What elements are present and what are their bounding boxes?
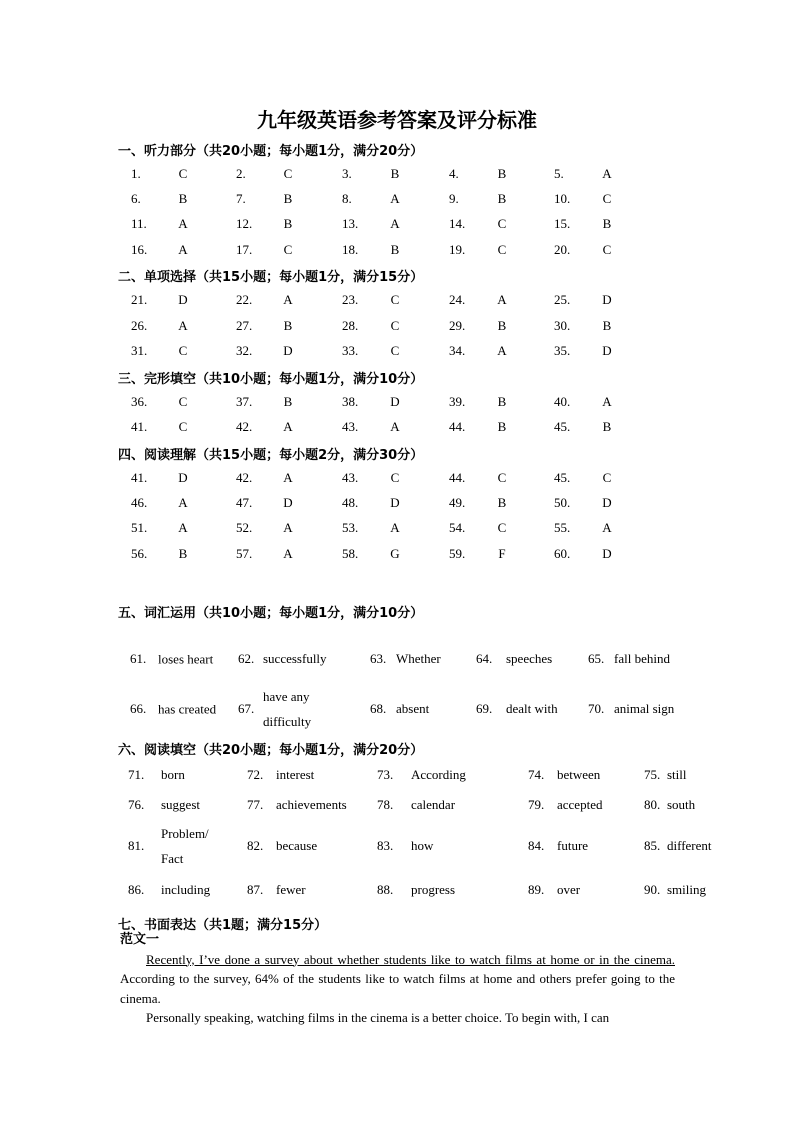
question-number: 72. (247, 767, 264, 782)
fill-answer: calendar (411, 797, 456, 812)
answer-letter: A (602, 520, 612, 535)
fill-answer: smiling (667, 882, 707, 897)
question-number: 45. (554, 470, 571, 485)
essay-label: 范文一 (120, 932, 160, 947)
answer-letter: A (602, 166, 612, 181)
vocab-answer: absent (396, 701, 430, 716)
answer-letter: B (602, 216, 612, 231)
question-number: 66. (130, 701, 147, 716)
answer-letter: A (178, 520, 188, 535)
vocab-answer: dealt with (506, 701, 558, 716)
answer-letter: C (178, 343, 188, 358)
question-number: 28. (342, 318, 359, 333)
question-number: 26. (131, 318, 148, 333)
question-number: 30. (554, 318, 571, 333)
essay-paragraph-2: Personally speaking, watching films in the cinema is a better choice. To begin with, I can (146, 1010, 610, 1025)
fill-answer: future (557, 838, 589, 853)
answer-letter: A (390, 216, 400, 231)
section-heading-vocab: 五、词汇运用（共10小题；每小题1分，满分10分） (118, 606, 424, 621)
question-number: 35. (554, 343, 571, 358)
question-number: 80. (644, 797, 661, 812)
question-number: 49. (449, 495, 466, 510)
fill-answer: different (667, 838, 712, 853)
question-number: 77. (247, 797, 264, 812)
question-number: 24. (449, 292, 466, 307)
page-title: 九年级英语参考答案及评分标准 (257, 108, 537, 132)
answer-letter: B (283, 216, 293, 231)
question-number: 32. (236, 343, 253, 358)
vocab-answer: successfully (263, 651, 327, 666)
model-essay (120, 930, 675, 1028)
question-number: 25. (554, 292, 571, 307)
question-number: 69. (476, 701, 493, 716)
fill-answer: still (667, 767, 687, 782)
question-number: 67. (238, 701, 255, 716)
question-number: 55. (554, 520, 571, 535)
answer-letter: C (497, 520, 507, 535)
question-number: 16. (131, 242, 148, 257)
answer-letter: A (178, 242, 188, 257)
answer-letter: B (178, 546, 188, 561)
vocab-answer: animal sign (614, 701, 675, 716)
question-number: 58. (342, 546, 359, 561)
answer-letter: D (602, 292, 612, 307)
question-number: 88. (377, 882, 394, 897)
question-number: 20. (554, 242, 571, 257)
question-number: 75. (644, 767, 661, 782)
question-number: 85. (644, 838, 661, 853)
question-number: 46. (131, 495, 148, 510)
question-number: 23. (342, 292, 359, 307)
answer-letter: C (497, 242, 507, 257)
answer-letter: F (498, 546, 506, 561)
question-number: 14. (449, 216, 466, 231)
answer-letter: A (178, 216, 188, 231)
fill-answer: suggest (161, 797, 200, 812)
fill-answer: progress (411, 882, 456, 897)
question-number: 59. (449, 546, 466, 561)
answer-letter: C (283, 242, 293, 257)
fill-answer: According (411, 767, 466, 782)
question-number: 40. (554, 394, 571, 409)
question-number: 7. (236, 191, 246, 206)
fill-answer: how (411, 838, 434, 853)
fill-answer: over (557, 882, 581, 897)
question-number: 41. (131, 470, 148, 485)
answer-letter: A (283, 546, 293, 561)
vocab-answer: Whether (396, 651, 441, 666)
question-number: 43. (342, 470, 359, 485)
answer-letter: B (497, 191, 507, 206)
answer-letter: B (602, 318, 612, 333)
question-number: 33. (342, 343, 359, 358)
question-number: 18. (342, 242, 359, 257)
question-number: 9. (449, 191, 459, 206)
question-number: 45. (554, 419, 571, 434)
answer-letter: B (497, 166, 507, 181)
question-number: 60. (554, 546, 571, 561)
answer-letter: D (602, 546, 612, 561)
question-number: 51. (131, 520, 148, 535)
answer-letter: C (178, 394, 188, 409)
answer-letter: D (283, 495, 293, 510)
answer-letter: C (602, 242, 612, 257)
question-number: 10. (554, 191, 571, 206)
answer-letter: A (283, 292, 293, 307)
answer-letter: C (283, 166, 293, 181)
section-heading-cloze: 三、完形填空（共10小题；每小题1分，满分10分） (118, 372, 424, 387)
question-number: 62. (238, 651, 255, 666)
question-number: 21. (131, 292, 148, 307)
fill-answer: because (276, 838, 318, 853)
essay-paragraph-1 (120, 950, 675, 1009)
answer-letter: G (390, 546, 400, 561)
answer-letter: A (390, 520, 400, 535)
question-number: 61. (130, 651, 147, 666)
question-number: 86. (128, 882, 145, 897)
question-number: 44. (449, 470, 466, 485)
question-number: 87. (247, 882, 264, 897)
question-number: 29. (449, 318, 466, 333)
question-number: 65. (588, 651, 605, 666)
question-number: 1. (131, 166, 141, 181)
answer-letter: B (390, 166, 400, 181)
answer-letter: D (602, 343, 612, 358)
question-number: 5. (554, 166, 564, 181)
answer-letter: B (283, 318, 293, 333)
vocab-answer: has created (158, 701, 217, 717)
vocab-answer: speeches (506, 651, 553, 666)
answer-letter: A (602, 394, 612, 409)
fill-answer: achievements (276, 797, 347, 812)
question-number: 50. (554, 495, 571, 510)
question-number: 78. (377, 797, 394, 812)
question-number: 36. (131, 394, 148, 409)
question-number: 38. (342, 394, 359, 409)
answer-letter: C (390, 292, 400, 307)
answer-letter: B (178, 191, 188, 206)
answer-letter: C (178, 166, 188, 181)
question-number: 79. (528, 797, 545, 812)
question-number: 11. (131, 216, 147, 231)
question-number: 27. (236, 318, 253, 333)
vocab-answer: loses heart (158, 651, 214, 667)
section-heading-reading: 四、阅读理解（共15小题；每小题2分，满分30分） (118, 448, 424, 463)
question-number: 53. (342, 520, 359, 535)
essay-paragraph-1-rest: According to the survey, 64% of the students like to watch films at home and others prefer going to the cinema. (120, 971, 675, 1006)
question-number: 68. (370, 701, 387, 716)
question-number: 37. (236, 394, 253, 409)
answer-letter: D (178, 292, 188, 307)
question-number: 56. (131, 546, 148, 561)
question-number: 57. (236, 546, 253, 561)
question-number: 81. (128, 838, 145, 853)
question-number: 44. (449, 419, 466, 434)
answer-letter: A (283, 470, 293, 485)
answer-letter: A (390, 419, 400, 434)
question-number: 83. (377, 838, 394, 853)
fill-answer: interest (276, 767, 315, 782)
fill-answer: between (557, 767, 601, 782)
answer-letter: C (178, 419, 188, 434)
question-number: 15. (554, 216, 571, 231)
section-heading-listening: 一、听力部分（共20小题；每小题1分，满分20分） (118, 144, 424, 159)
answer-letter: A (178, 318, 188, 333)
question-number: 90. (644, 882, 661, 897)
question-number: 12. (236, 216, 253, 231)
answer-letter: C (390, 470, 400, 485)
question-number: 19. (449, 242, 466, 257)
fill-answer: Problem/ Fact (161, 826, 209, 866)
question-number: 6. (131, 191, 141, 206)
question-number: 13. (342, 216, 359, 231)
answer-letter: C (497, 470, 507, 485)
answer-letter: A (390, 191, 400, 206)
section-heading-choice: 二、单项选择（共15小题；每小题1分，满分15分） (118, 270, 424, 285)
fill-answer: accepted (557, 797, 603, 812)
question-number: 4. (449, 166, 459, 181)
fill-answer: fewer (276, 882, 306, 897)
question-number: 74. (528, 767, 545, 782)
question-number: 43. (342, 419, 359, 434)
answer-letter: D (390, 495, 400, 510)
question-number: 31. (131, 343, 148, 358)
answer-letter: A (497, 343, 507, 358)
answer-letter: A (283, 419, 293, 434)
answer-letter: B (390, 242, 400, 257)
answer-letter: D (178, 470, 188, 485)
answer-letter: B (602, 419, 612, 434)
question-number: 73. (377, 767, 394, 782)
answer-letter: A (497, 292, 507, 307)
question-number: 82. (247, 838, 264, 853)
question-number: 76. (128, 797, 145, 812)
question-number: 42. (236, 470, 253, 485)
answer-letter: D (283, 343, 293, 358)
question-number: 70. (588, 701, 605, 716)
question-number: 47. (236, 495, 253, 510)
answer-letter: A (178, 495, 188, 510)
answer-letter: A (283, 520, 293, 535)
answer-letter: C (390, 343, 400, 358)
essay-underlined-sentence: Recently, I’ve done a survey about whether students like to watch films at home or in the cinema. (146, 951, 675, 967)
answer-letter: C (602, 191, 612, 206)
answer-letter: D (602, 495, 612, 510)
question-number: 48. (342, 495, 359, 510)
question-number: 34. (449, 343, 466, 358)
section-heading-writing: 七、书面表达（共1题；满分15分） (118, 918, 328, 933)
fill-answer: south (667, 797, 696, 812)
question-number: 64. (476, 651, 493, 666)
answer-letter: B (497, 394, 507, 409)
question-number: 39. (449, 394, 466, 409)
answer-letter: B (497, 318, 507, 333)
section-heading-fill: 六、阅读填空（共20小题；每小题1分，满分20分） (118, 743, 424, 758)
vocab-answer: fall behind (614, 651, 670, 666)
question-number: 41. (131, 419, 148, 434)
answer-letter: C (602, 470, 612, 485)
vocab-answer: have any difficulty (263, 689, 312, 729)
question-number: 84. (528, 838, 545, 853)
question-number: 22. (236, 292, 253, 307)
answer-letter: C (497, 216, 507, 231)
answer-letter: B (497, 419, 507, 434)
answer-letter: B (283, 191, 293, 206)
question-number: 2. (236, 166, 246, 181)
question-number: 8. (342, 191, 352, 206)
question-number: 42. (236, 419, 253, 434)
question-number: 89. (528, 882, 545, 897)
answer-letter: B (283, 394, 293, 409)
fill-answer: born (161, 767, 185, 782)
fill-answer: including (161, 882, 211, 897)
question-number: 3. (342, 166, 352, 181)
answer-letter: C (390, 318, 400, 333)
question-number: 52. (236, 520, 253, 535)
question-number: 71. (128, 767, 145, 782)
answer-letter: B (497, 495, 507, 510)
question-number: 54. (449, 520, 466, 535)
question-number: 17. (236, 242, 253, 257)
answer-letter: D (390, 394, 400, 409)
question-number: 63. (370, 651, 387, 666)
